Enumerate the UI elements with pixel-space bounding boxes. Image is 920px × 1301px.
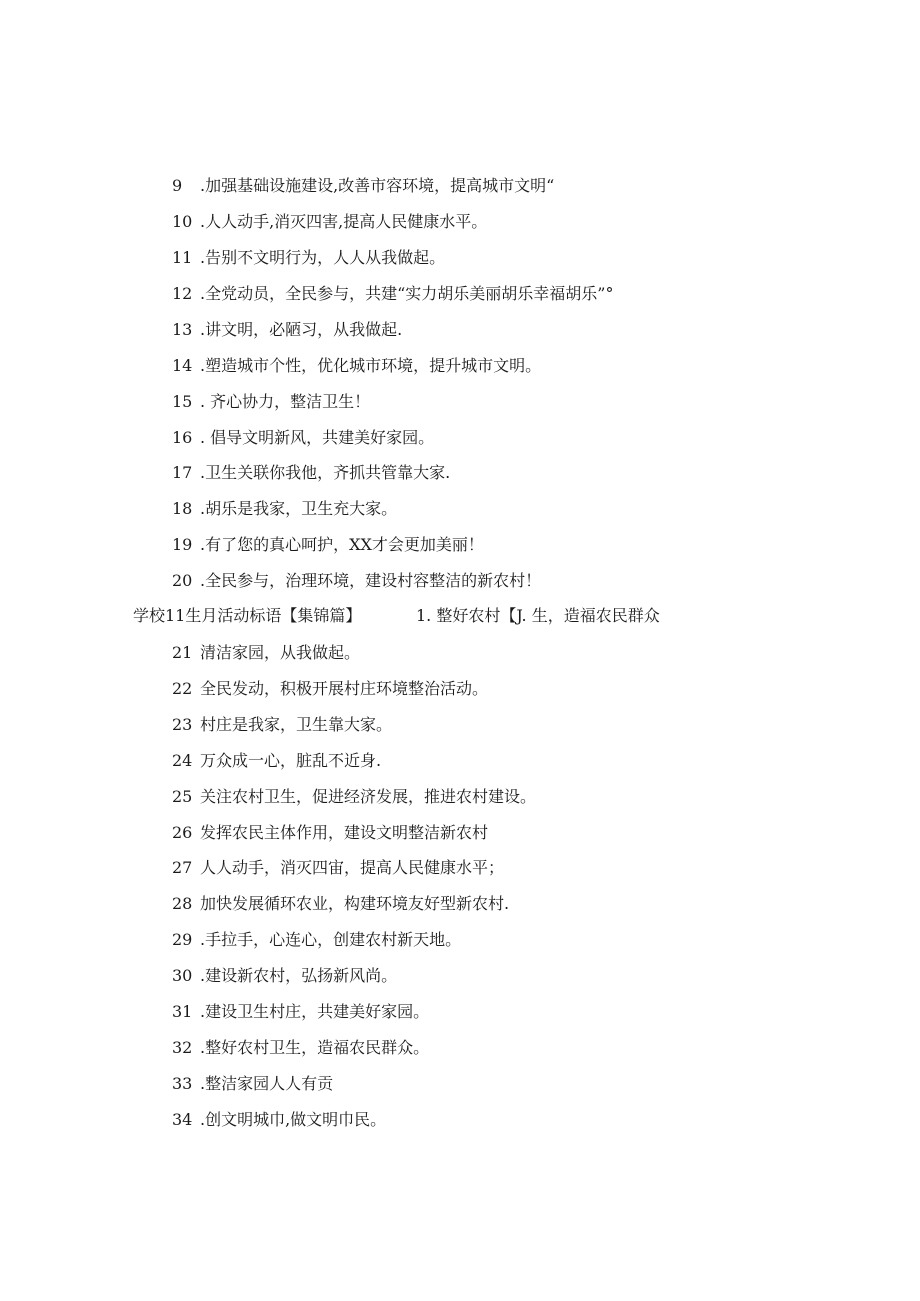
item-text: .胡乐是我家，卫生充大家。 (200, 499, 398, 518)
item-text: 发挥农民主体作用，建设文明整洁新农村 (200, 823, 489, 842)
list-item (172, 320, 402, 340)
item-number: 18 (172, 499, 193, 518)
item-text: 加快发展循环农业，构建环境友好型新农村. (200, 894, 510, 913)
item-text: .有了您的真心呵护，XX才会更加美丽！ (200, 535, 484, 554)
list-item (172, 751, 381, 771)
item-number: 19 (172, 535, 193, 554)
item-number: 30 (172, 966, 193, 985)
item-number: 21 (172, 643, 193, 662)
item-number: 12 (172, 284, 193, 303)
item-text: 人人动手，消灭四宙，提高人民健康水平； (200, 858, 505, 877)
item-number: 33 (172, 1074, 193, 1093)
list-item (172, 966, 397, 986)
item-text: .告别不文明行为，人人从我做起。 (200, 248, 446, 267)
item-text: . 倡导文明新风，共建美好家园。 (200, 428, 435, 447)
item-number: 24 (172, 751, 193, 770)
item-text: .加强基础设施建设,改善市容环境，提高城市文明“ (200, 176, 555, 195)
item-number: 29 (172, 930, 193, 949)
item-text: .创文明城巾,做文明巾民。 (200, 1110, 387, 1129)
item-number: 20 (172, 571, 193, 590)
list-item (172, 894, 509, 914)
item-number: 34 (172, 1110, 193, 1129)
list-item (172, 392, 370, 412)
item-number: 23 (172, 715, 193, 734)
item-text: 万众成一心，脏乱不近身. (200, 751, 382, 770)
list-item (172, 463, 450, 483)
item-number: 15 (172, 392, 193, 411)
item-text: .卫生关联你我他，齐抓共管靠大家. (200, 463, 451, 482)
item-number: 11 (172, 248, 193, 267)
list-item (172, 823, 488, 843)
list-item (172, 787, 536, 807)
item-text: .整洁家园人人有贡 (200, 1074, 334, 1093)
item-text: .整好农村卫生，造福农民群众。 (200, 1038, 430, 1057)
item-text: .塑造城市个性，优化城市环境，提升城市文明。 (200, 356, 542, 375)
item-text: 关注农村卫生，促进经济发展，推进农村建设。 (200, 787, 537, 806)
item-number: 17 (172, 463, 193, 482)
list-item (172, 176, 554, 196)
list-item (172, 1110, 386, 1130)
list-item (172, 715, 392, 735)
item-number: 31 (172, 1002, 193, 1021)
item-text: .讲文明，必陋习，从我做起. (200, 320, 403, 339)
list-item (172, 248, 445, 268)
item-text: .全党动员，全民参与，共建“实力胡乐美丽胡乐幸福胡乐”° (200, 284, 614, 303)
item-text: .人人动手,消灭四害,提高人民健康水平。 (200, 212, 488, 231)
item-text: . 齐心协力，整洁卫生！ (200, 392, 371, 411)
section-heading (133, 606, 660, 626)
list-item (172, 284, 613, 304)
list-item (172, 1074, 333, 1094)
item-number: 16 (172, 428, 193, 447)
list-item (172, 535, 484, 555)
list-item (172, 1002, 429, 1022)
list-item (172, 571, 541, 591)
item-number: 27 (172, 858, 193, 877)
heading-first-item: 1. 整好农村【J. 生，造福农民群众 (416, 606, 660, 625)
heading-title: 学校11生月活动标语【集锦篇】 (133, 606, 362, 625)
list-item (172, 499, 397, 519)
item-number: 9 (172, 176, 183, 195)
item-text: 清洁家园，从我做起。 (200, 643, 361, 662)
list-item (172, 428, 434, 448)
item-text: 村庄是我家，卫生靠大家。 (200, 715, 393, 734)
item-number: 32 (172, 1038, 193, 1057)
item-number: 25 (172, 787, 193, 806)
item-text: 全民发动，积极开展村庄环境整治活动。 (200, 679, 489, 698)
item-number: 13 (172, 320, 193, 339)
list-item (172, 212, 487, 232)
item-text: .建设新农村，弘扬新风尚。 (200, 966, 398, 985)
item-number: 26 (172, 823, 193, 842)
list-item (172, 356, 541, 376)
list-item (172, 858, 504, 878)
item-text: .全民参与，治理环境，建设村容整洁的新农村！ (200, 571, 542, 590)
list-item (172, 643, 360, 663)
item-number: 10 (172, 212, 193, 231)
item-number: 28 (172, 894, 193, 913)
item-text: .手拉手，心连心，创建农村新天地。 (200, 930, 462, 949)
list-item (172, 679, 488, 699)
item-text: .建设卫生村庄，共建美好家园。 (200, 1002, 430, 1021)
item-number: 22 (172, 679, 193, 698)
list-item (172, 1038, 429, 1058)
list-item (172, 930, 461, 950)
item-number: 14 (172, 356, 193, 375)
